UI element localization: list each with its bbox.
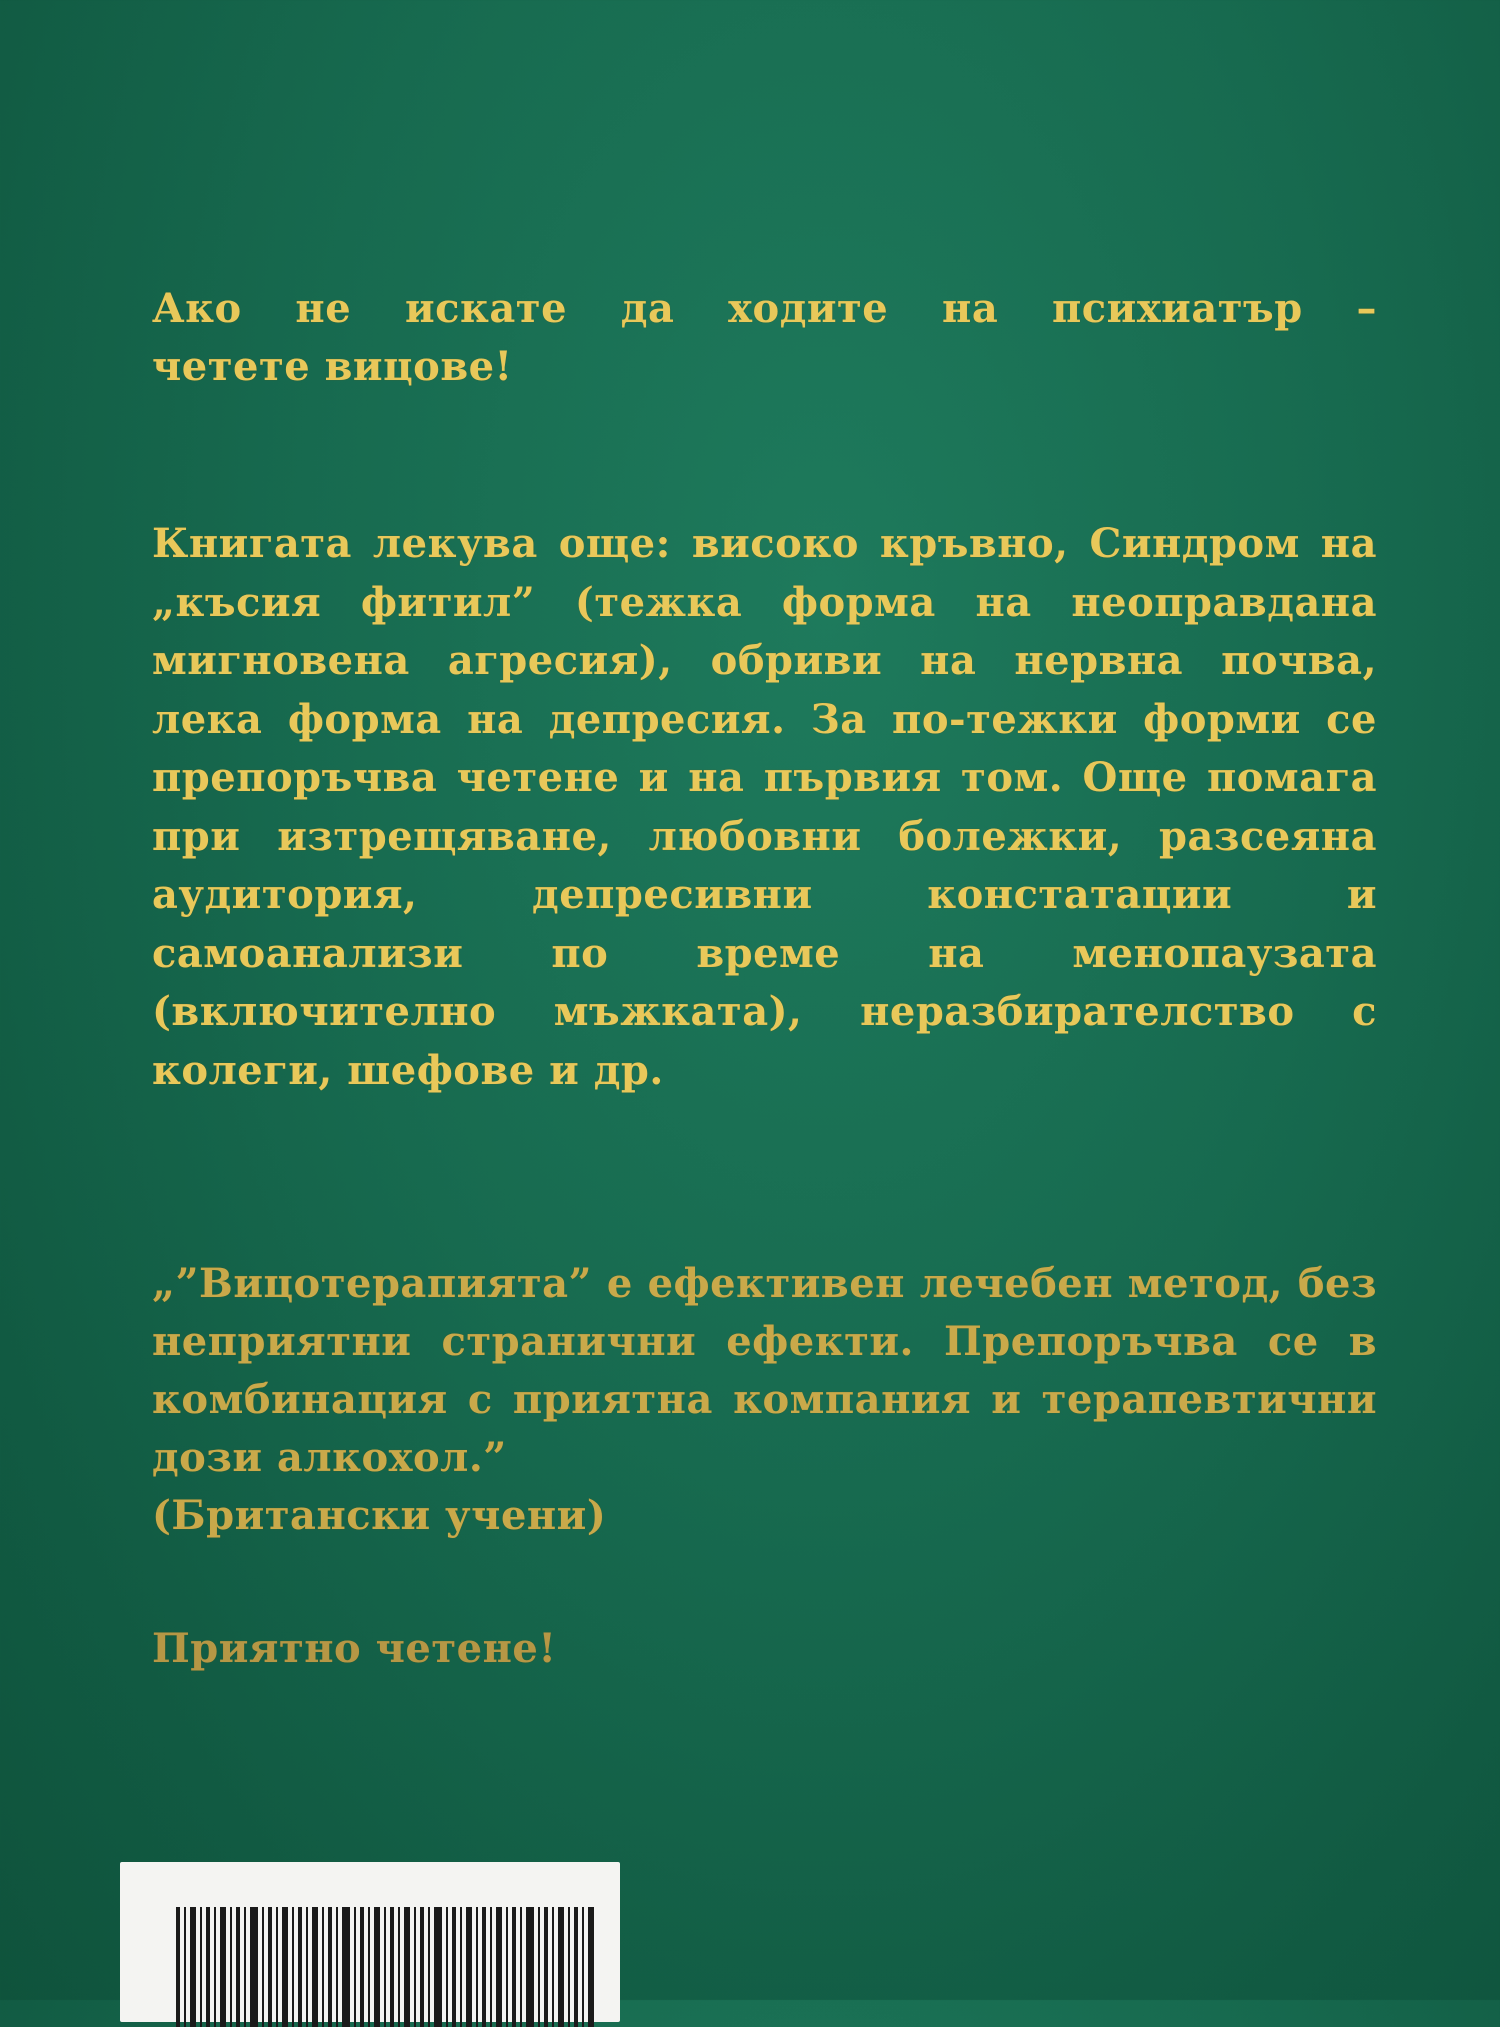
barcode-label [120,1862,620,2022]
quote-block [152,1255,1377,1545]
description-text: Книгата лекува още: високо кръвно, Синдром на „късия фитил” (тежка форма на неоправдана мигновена агресия), обриви на нервна почва, лека форма на депресия. За по-тежки форми се препоръчва четене и на първия том. Още помага при изтрещяване, любовни болежки, разсеяна аудитория, депресивни констатации и самоанализи по време на менопаузата (включително мъжката), неразбирателство с колеги, шефове и др. [152,520,1377,1094]
quote-attribution: (Британски учени) [152,1492,607,1539]
closing-text: Приятно четене! [152,1625,557,1672]
barcode-icon [176,1907,596,2027]
intro-line-1: Ако не искате да ходите на психиатър – [152,285,1377,332]
quote-text: „”Вицотерапията” е ефективен лечебен метод, без неприятни странични ефекти. Препоръчва се в комбинация с приятна компания и терапевтични дози алкохол.” [152,1260,1377,1481]
description-paragraph [152,515,1377,1100]
intro-line-2: четете вицове! [152,343,513,390]
intro-text [152,280,1377,396]
